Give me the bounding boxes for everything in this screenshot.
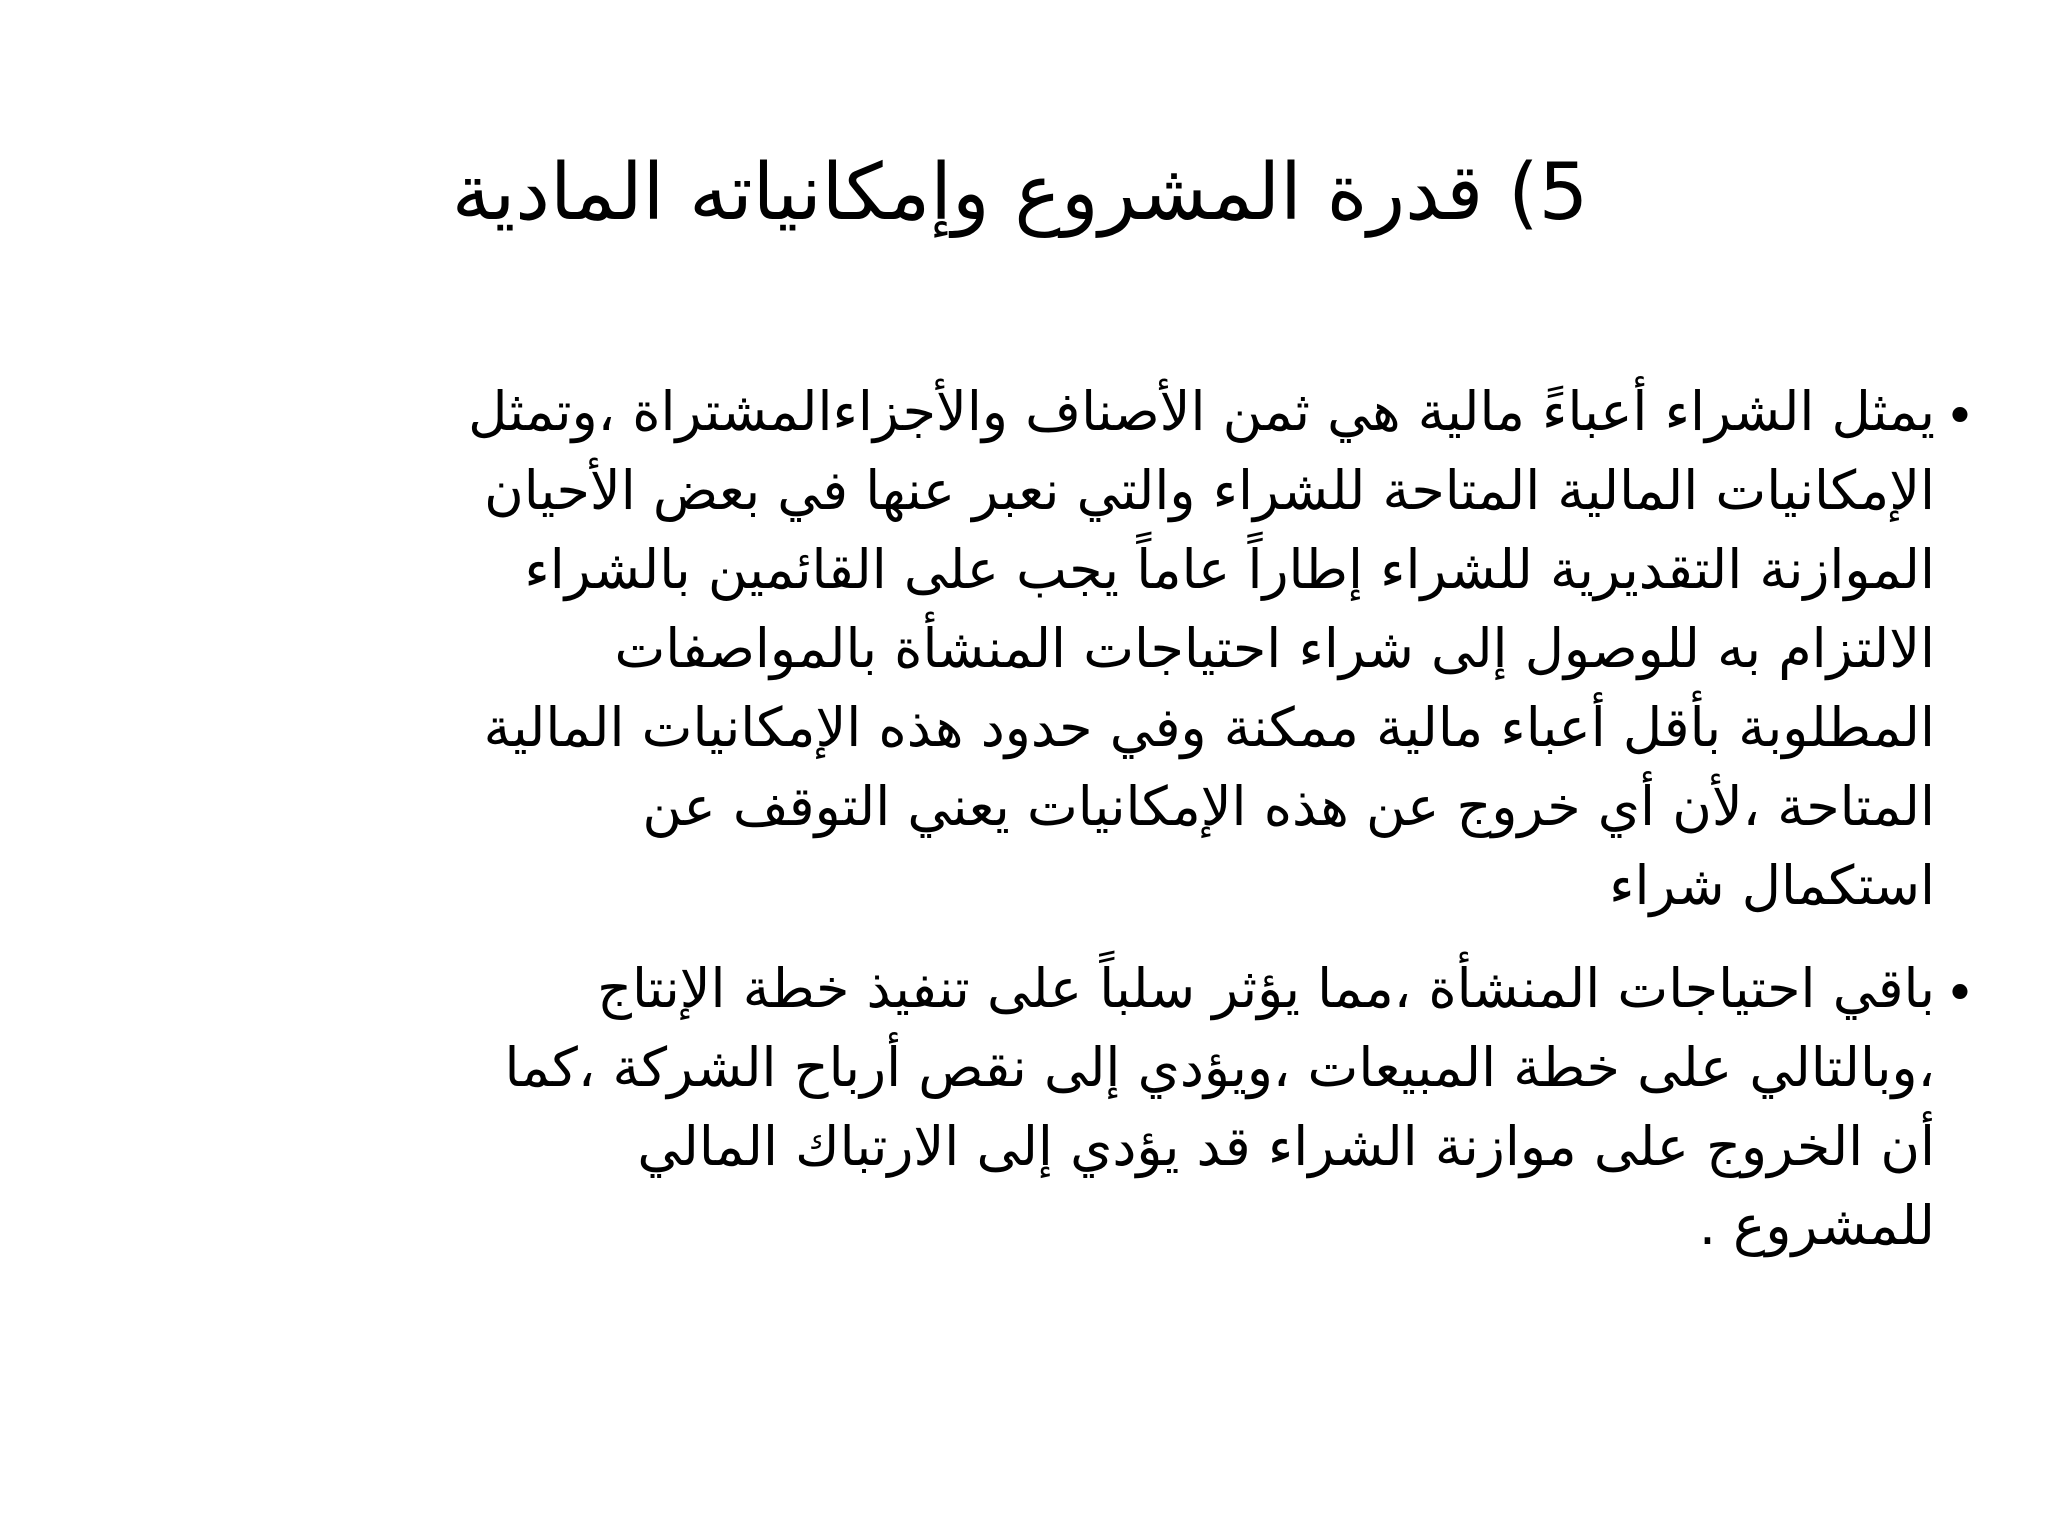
bullet-text-2 (140, 949, 1935, 1265)
bullet-icon: • (1944, 964, 1976, 1024)
bullet-1-line-4: الالتزام به للوصول إلى شراء احتياجات المنشأة بالمواصفات (614, 617, 1935, 680)
slide-content (140, 372, 1976, 1265)
bullet-1-line-7: استكمال شراء (1609, 854, 1935, 917)
bullet-1-line-5: المطلوبة بأقل أعباء مالية ممكنة وفي حدود هذه الإمكانيات المالية (483, 696, 1935, 759)
bullet-item-1 (140, 372, 1976, 925)
bullet-1-line-2: الإمكانيات المالية المتاحة للشراء والتي نعبر عنها في بعض الأحيان (484, 459, 1935, 522)
bullet-2-line-4: للمشروع . (1698, 1194, 1935, 1257)
slide-title: 5) قدرة المشروع وإمكانياته المادية (451, 148, 1589, 238)
bullet-1-line-1: يمثل الشراء أعباءً مالية هي ثمن الأصناف والأجزاءالمشتراة ،وتمثل (468, 380, 1935, 443)
bullet-item-2 (140, 949, 1976, 1265)
bullet-1-line-6: المتاحة ،لأن أي خروج عن هذه الإمكانيات يعني التوقف عن (642, 775, 1935, 838)
bullet-icon: • (1944, 387, 1976, 447)
bullet-2-line-1: باقي احتياجات المنشأة ،مما يؤثر سلباً على تنفيذ خطة الإنتاج (597, 957, 1935, 1020)
bullet-2-line-3: أن الخروج على موازنة الشراء قد يؤدي إلى الارتباك المالي (637, 1115, 1935, 1178)
bullet-2-line-2: ،وبالتالي على خطة المبيعات ،ويؤدي إلى نقص أرباح الشركة ،كما (504, 1036, 1935, 1099)
bullet-text-1 (140, 372, 1935, 925)
bullet-1-line-3: الموازنة التقديرية للشراء إطاراً عاماً يجب على القائمين بالشراء (524, 538, 1935, 601)
